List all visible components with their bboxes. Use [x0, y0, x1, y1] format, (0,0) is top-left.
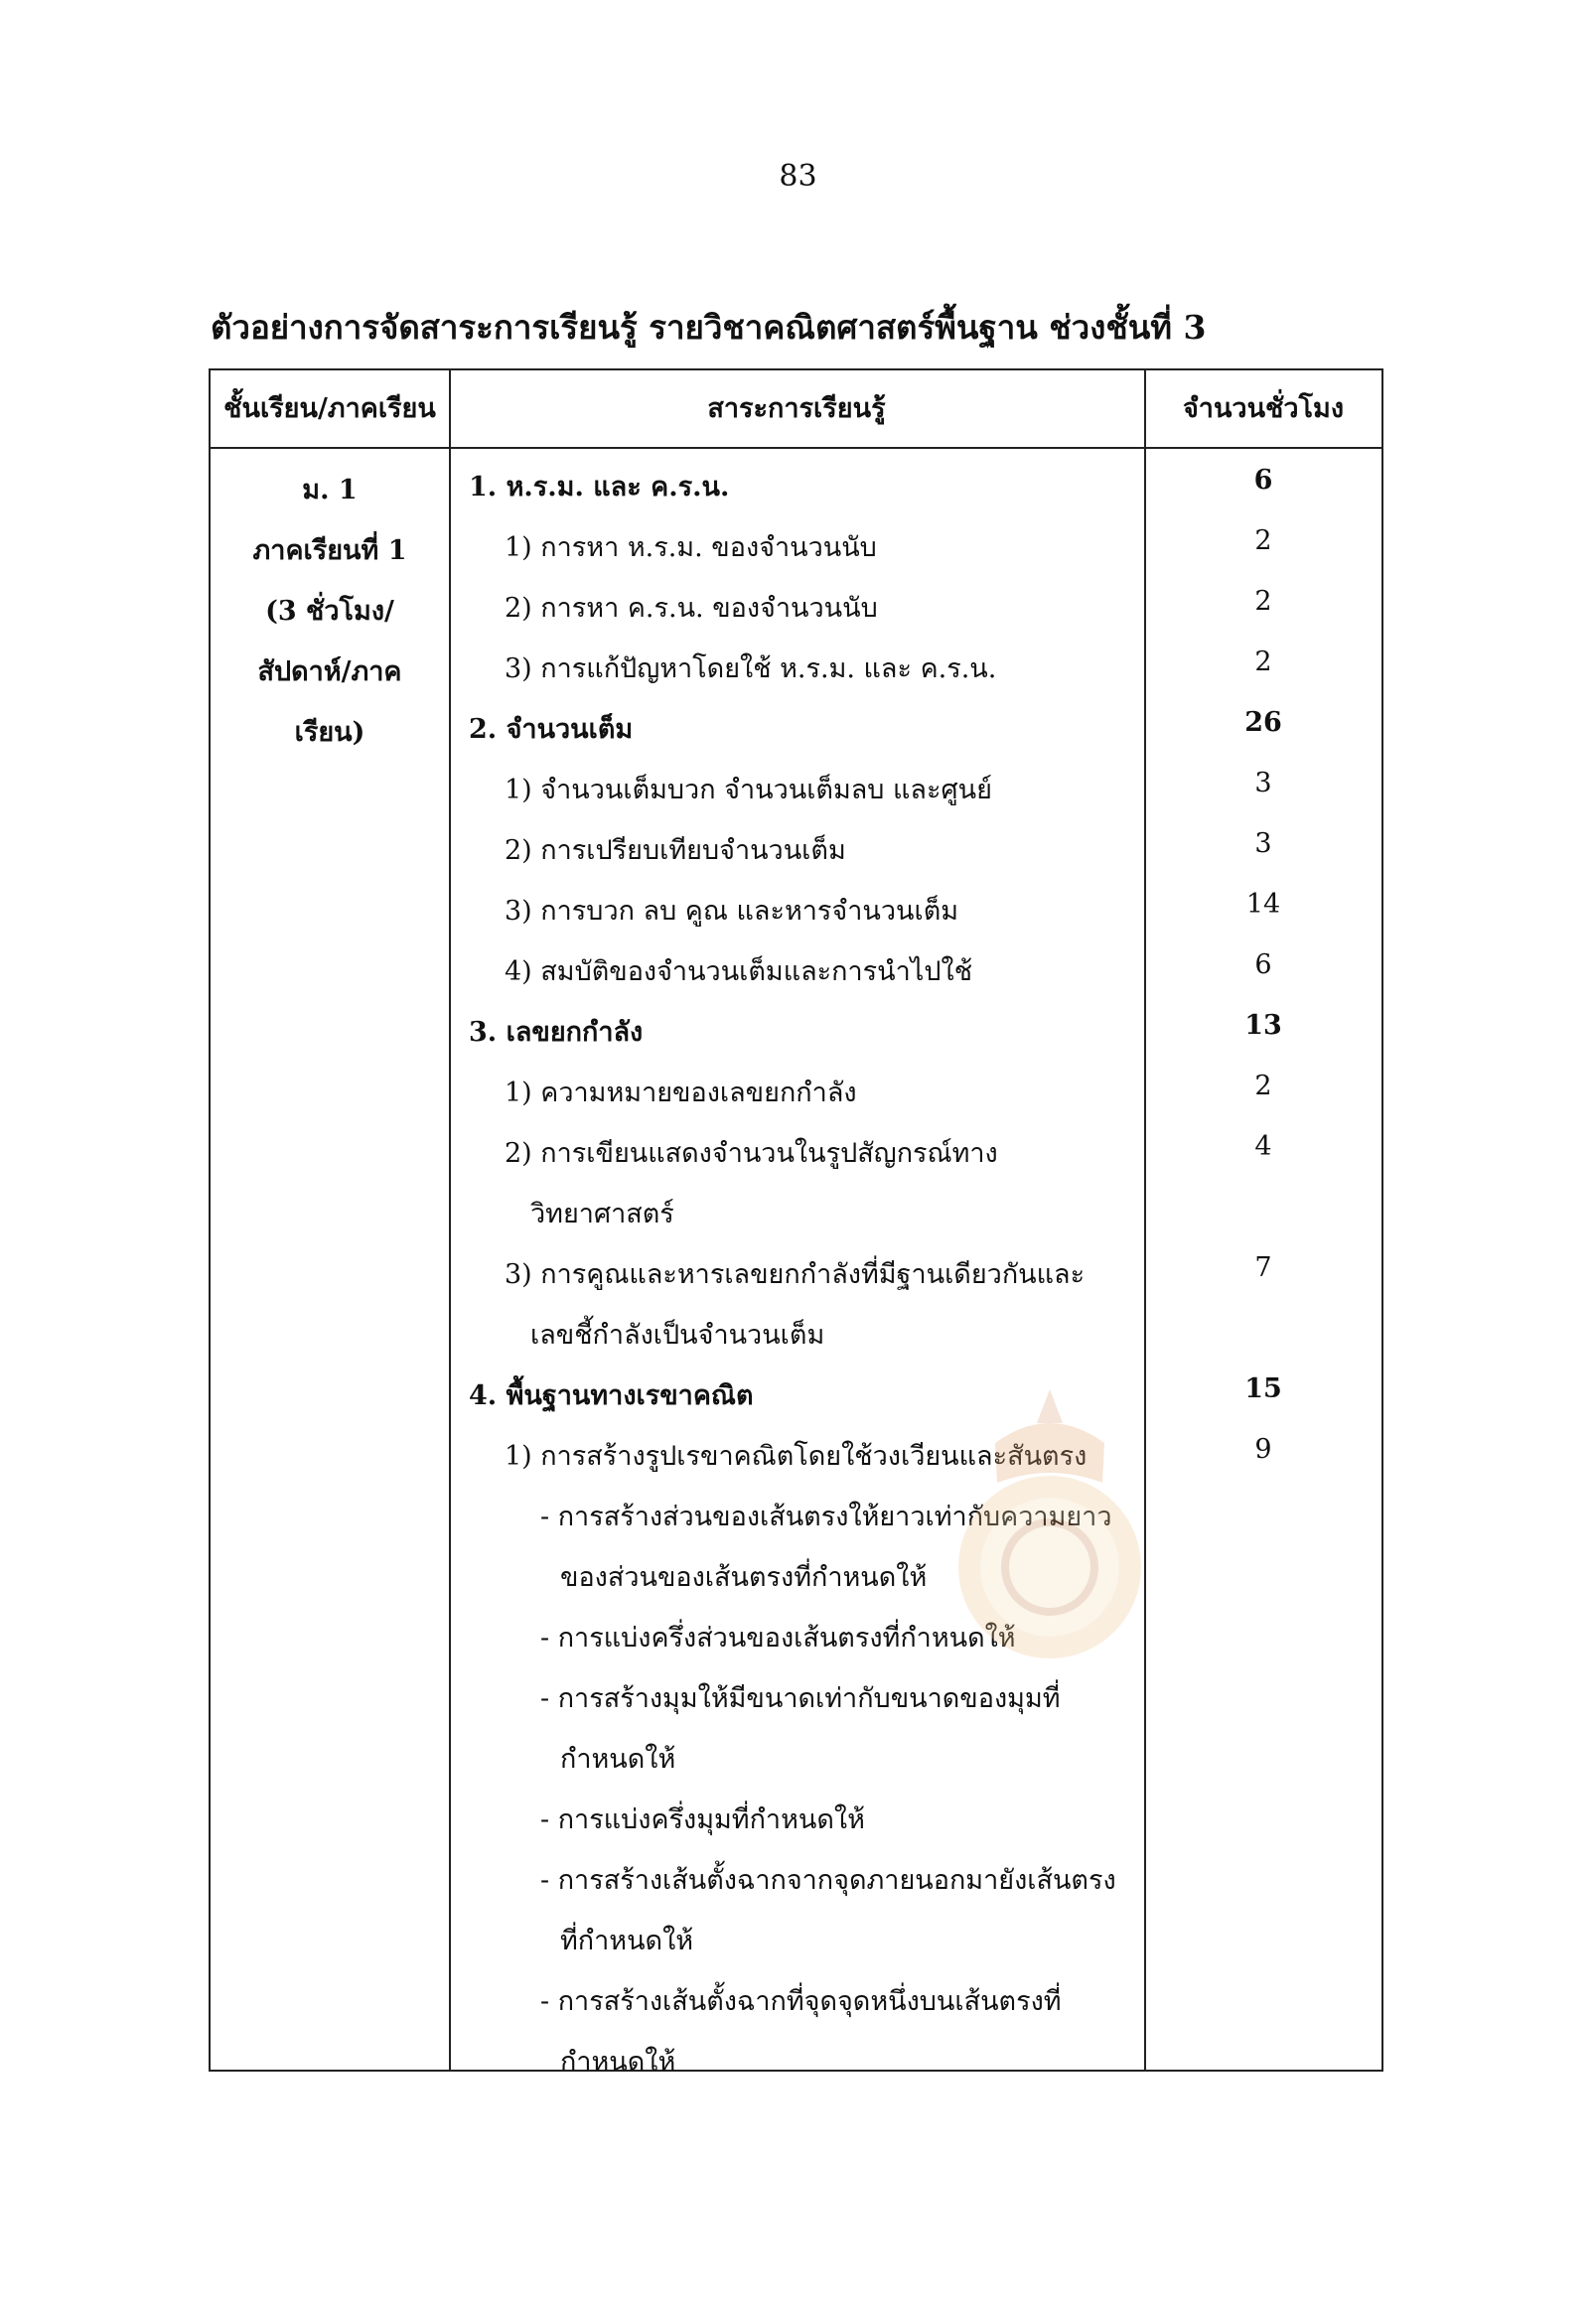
subtopic-item: - การสร้างเส้นตั้งฉากจากจุดภายนอกมายังเส้นตรง	[540, 1865, 1116, 1896]
hours-value: 3	[1254, 828, 1272, 859]
class-level-line: (3 ชั่วโมง/	[265, 596, 394, 627]
column-divider	[449, 370, 451, 2070]
curriculum-table	[209, 368, 1383, 2078]
hours-value: 13	[1244, 1010, 1282, 1041]
subtopic-item: 2) การเขียนแสดงจำนวนในรูปสัญกรณ์ทาง	[505, 1138, 998, 1169]
topic-heading: 4. พื้นฐานทางเรขาคณิต	[469, 1380, 754, 1411]
hours-value: 7	[1254, 1252, 1272, 1283]
column-divider	[1144, 370, 1146, 2070]
subtopic-item: กำหนดให้	[560, 1744, 676, 1775]
subtopic-item: 1) จำนวนเต็มบวก จำนวนเต็มลบ และศูนย์	[505, 775, 992, 805]
hours-value: 2	[1254, 525, 1272, 556]
subtopic-item: 1) การสร้างรูปเรขาคณิตโดยใช้วงเวียนและสันตรง	[505, 1441, 1088, 1472]
subtopic-item: 3) การแก้ปัญหาโดยใช้ ห.ร.ม. และ ค.ร.น.	[505, 653, 997, 684]
seal-crown-tip	[1037, 1389, 1063, 1423]
subtopic-item: - การสร้างส่วนของเส้นตรงให้ยาวเท่ากับความยาว	[540, 1502, 1112, 1532]
class-level-line: ภาคเรียนที่ 1	[252, 535, 407, 566]
subtopic-item: ของส่วนของเส้นตรงที่กำหนดให้	[560, 1562, 928, 1593]
hours-value: 3	[1254, 768, 1272, 798]
page-number: 83	[779, 159, 817, 194]
hours-value: 14	[1245, 889, 1281, 920]
subtopic-item: - การแบ่งครึ่งส่วนของเส้นตรงที่กำหนดให้	[540, 1623, 1016, 1654]
hours-value: 9	[1254, 1434, 1272, 1465]
subtopic-item: 4) สมบัติของจำนวนเต็มและการนำไปใช้	[505, 956, 973, 987]
hours-value: 6	[1254, 949, 1272, 980]
hours-value: 26	[1244, 707, 1282, 738]
topic-heading: 1. ห.ร.ม. และ ค.ร.น.	[469, 472, 730, 503]
subtopic-item: 3) การคูณและหารเลขยกกำลังที่มีฐานเดียวกันและ	[505, 1259, 1086, 1290]
subtopic-item: 1) การหา ห.ร.ม. ของจำนวนนับ	[505, 532, 877, 563]
header-hours: จำนวนชั่วโมง	[1182, 393, 1345, 424]
hours-value: 4	[1254, 1131, 1272, 1162]
subtopic-item: เลขชี้กำลังเป็นจำนวนเต็ม	[530, 1320, 825, 1351]
subtopic-item: 3) การบวก ลบ คูณ และหารจำนวนเต็ม	[505, 896, 959, 927]
hours-value: 6	[1253, 465, 1273, 496]
class-level-line: สัปดาห์/ภาค	[257, 656, 402, 687]
subtopic-item: - การแบ่งครึ่งมุมที่กำหนดให้	[540, 1804, 865, 1835]
subtopic-item: 1) ความหมายของเลขยกกำลัง	[505, 1078, 857, 1108]
hours-value: 2	[1254, 647, 1272, 677]
subtopic-item: 2) การเปรียบเทียบจำนวนเต็ม	[505, 835, 846, 866]
subtopic-item: - การสร้างมุมให้มีขนาดเท่ากับขนาดของมุมที่	[540, 1683, 1061, 1714]
class-level-line: เรียน)	[294, 717, 365, 748]
hours-value: 2	[1254, 586, 1272, 617]
subtopic-item: 2) การหา ค.ร.น. ของจำนวนนับ	[505, 593, 878, 624]
topic-heading: 3. เลขยกกำลัง	[469, 1017, 644, 1048]
header-divider	[211, 447, 1381, 449]
class-level-line: ม. 1	[302, 475, 358, 505]
subtopic-item: - การสร้างเส้นตั้งฉากที่จุดจุดหนึ่งบนเส้นตรงที่	[540, 1986, 1062, 2017]
subtopic-item: วิทยาศาสตร์	[530, 1199, 674, 1229]
hours-value: 2	[1254, 1071, 1272, 1101]
hours-value: 15	[1244, 1373, 1282, 1404]
header-content: สาระการเรียนรู้	[707, 393, 886, 424]
subtopic-item: ที่กำหนดให้	[560, 1926, 694, 1956]
subtopic-item: กำหนดให้	[560, 2047, 676, 2078]
topic-heading: 2. จำนวนเต็ม	[469, 714, 634, 745]
header-level: ชั้นเรียน/ภาคเรียน	[223, 393, 436, 424]
document-title: ตัวอย่างการจัดสาระการเรียนรู้ รายวิชาคณิตศาสตร์พื้นฐาน ช่วงชั้นที่ 3	[211, 308, 1207, 347]
